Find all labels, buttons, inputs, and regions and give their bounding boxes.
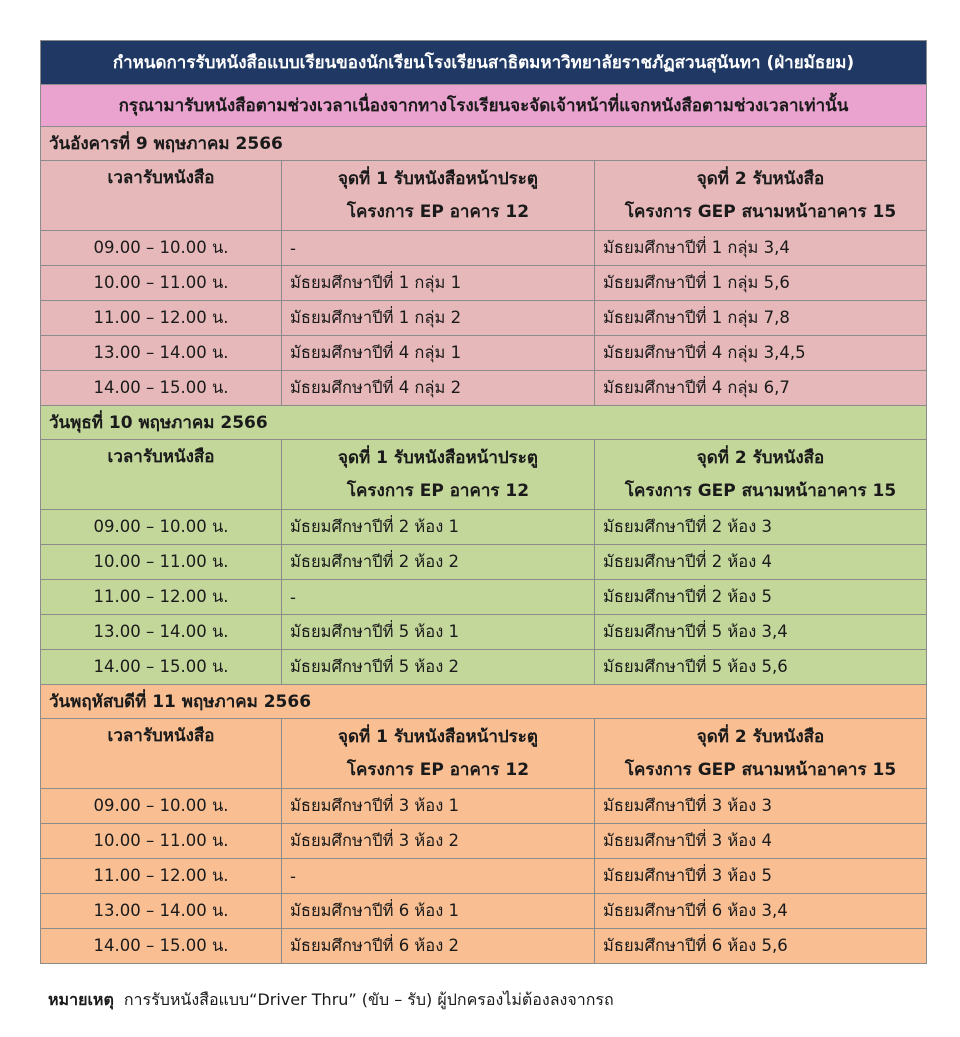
header-point-2-line1: จุดที่ 2 รับหนังสือ [696,726,825,747]
point-2-cell: มัธยมศึกษาปีที่ 3 ห้อง 4 [595,824,927,859]
header-point-1 [282,440,595,510]
time-cell: 11.00 – 12.00 น. [41,301,282,336]
point-2-cell: มัธยมศึกษาปีที่ 2 ห้อง 4 [595,545,927,580]
point-2-cell: มัธยมศึกษาปีที่ 3 ห้อง 3 [595,789,927,824]
point-1-cell: มัธยมศึกษาปีที่ 2 ห้อง 2 [282,545,595,580]
table-row [41,650,927,685]
point-1-cell: มัธยมศึกษาปีที่ 3 ห้อง 1 [282,789,595,824]
time-cell: 10.00 – 11.00 น. [41,824,282,859]
point-2-cell: มัธยมศึกษาปีที่ 1 กลุ่ม 7,8 [595,301,927,336]
time-cell: 10.00 – 11.00 น. [41,266,282,301]
column-header-row [41,440,927,510]
table-row [41,859,927,894]
time-cell: 14.00 – 15.00 น. [41,371,282,406]
point-2-cell: มัธยมศึกษาปีที่ 5 ห้อง 3,4 [595,615,927,650]
day-heading-row [41,406,927,440]
header-point-2-line1: จุดที่ 2 รับหนังสือ [696,447,825,468]
point-2-cell: มัธยมศึกษาปีที่ 6 ห้อง 5,6 [595,929,927,964]
point-2-cell: มัธยมศึกษาปีที่ 2 ห้อง 5 [595,580,927,615]
footnote [48,988,614,1013]
point-1-cell: มัธยมศึกษาปีที่ 1 กลุ่ม 1 [282,266,595,301]
column-header-row [41,719,927,789]
point-1-cell: มัธยมศึกษาปีที่ 5 ห้อง 2 [282,650,595,685]
time-cell: 13.00 – 14.00 น. [41,894,282,929]
notice-text: กรุณามารับหนังสือตามช่วงเวลาเนื่องจากทางโรงเรียนจะจัดเจ้าหน้าที่แจกหนังสือตามช่วงเวลาเท่านั้น [41,85,927,127]
point-2-cell: มัธยมศึกษาปีที่ 6 ห้อง 3,4 [595,894,927,929]
time-cell: 13.00 – 14.00 น. [41,336,282,371]
header-point-2 [595,161,927,231]
table-row [41,301,927,336]
time-cell: 09.00 – 10.00 น. [41,510,282,545]
header-point-2-line2: โครงการ GEP สนามหน้าอาคาร 15 [624,759,897,780]
header-time: เวลารับหนังสือ [41,719,282,789]
header-point-2 [595,440,927,510]
point-2-cell: มัธยมศึกษาปีที่ 1 กลุ่ม 5,6 [595,266,927,301]
page-title: กำหนดการรับหนังสือแบบเรียนของนักเรียนโรงเรียนสาธิตมหาวิทยาลัยราชภัฏสวนสุนันทา (ฝ่ายมัธยม) [41,41,927,85]
footnote-label: หมายเหตุ [48,990,114,1009]
day-heading-row [41,685,927,719]
day-date: วันพฤหัสบดีที่ 11 พฤษภาคม 2566 [41,685,927,719]
header-point-1-line1: จุดที่ 1 รับหนังสือหน้าประตู [338,726,538,747]
column-header-row [41,161,927,231]
time-cell: 14.00 – 15.00 น. [41,650,282,685]
header-point-2-line2: โครงการ GEP สนามหน้าอาคาร 15 [624,480,897,501]
table-row [41,336,927,371]
point-1-cell: มัธยมศึกษาปีที่ 2 ห้อง 1 [282,510,595,545]
footnote-text: การรับหนังสือแบบ“Driver Thru” (ขับ – รับ) ผู้ปกครองไม่ต้องลงจากรถ [123,990,614,1009]
table-row [41,894,927,929]
table-row [41,824,927,859]
point-1-cell: มัธยมศึกษาปีที่ 5 ห้อง 1 [282,615,595,650]
point-2-cell: มัธยมศึกษาปีที่ 5 ห้อง 5,6 [595,650,927,685]
header-point-2-line2: โครงการ GEP สนามหน้าอาคาร 15 [624,201,897,222]
schedule-table [40,40,926,964]
header-time: เวลารับหนังสือ [41,161,282,231]
time-cell: 11.00 – 12.00 น. [41,859,282,894]
time-cell: 11.00 – 12.00 น. [41,580,282,615]
header-point-1 [282,719,595,789]
header-point-2 [595,719,927,789]
header-time: เวลารับหนังสือ [41,440,282,510]
point-1-cell: - [282,580,595,615]
point-1-cell: มัธยมศึกษาปีที่ 6 ห้อง 2 [282,929,595,964]
table-row [41,580,927,615]
point-2-cell: มัธยมศึกษาปีที่ 3 ห้อง 5 [595,859,927,894]
point-2-cell: มัธยมศึกษาปีที่ 1 กลุ่ม 3,4 [595,231,927,266]
point-2-cell: มัธยมศึกษาปีที่ 4 กลุ่ม 3,4,5 [595,336,927,371]
table-row [41,615,927,650]
table-row [41,510,927,545]
point-1-cell: - [282,859,595,894]
header-point-1-line2: โครงการ EP อาคาร 12 [346,201,530,222]
point-2-cell: มัธยมศึกษาปีที่ 2 ห้อง 3 [595,510,927,545]
point-1-cell: มัธยมศึกษาปีที่ 4 กลุ่ม 1 [282,336,595,371]
title-row [41,41,927,85]
header-point-1-line2: โครงการ EP อาคาร 12 [346,480,530,501]
time-cell: 09.00 – 10.00 น. [41,789,282,824]
day-date: วันพุธที่ 10 พฤษภาคม 2566 [41,406,927,440]
time-cell: 09.00 – 10.00 น. [41,231,282,266]
table-row [41,789,927,824]
point-1-cell: มัธยมศึกษาปีที่ 4 กลุ่ม 2 [282,371,595,406]
notice-row [41,85,927,127]
table-row [41,266,927,301]
day-heading-row [41,127,927,161]
header-point-1-line1: จุดที่ 1 รับหนังสือหน้าประตู [338,447,538,468]
table-row [41,545,927,580]
header-point-1-line2: โครงการ EP อาคาร 12 [346,759,530,780]
time-cell: 14.00 – 15.00 น. [41,929,282,964]
table-row [41,231,927,266]
point-1-cell: - [282,231,595,266]
point-2-cell: มัธยมศึกษาปีที่ 4 กลุ่ม 6,7 [595,371,927,406]
point-1-cell: มัธยมศึกษาปีที่ 1 กลุ่ม 2 [282,301,595,336]
header-point-1-line1: จุดที่ 1 รับหนังสือหน้าประตู [338,168,538,189]
header-point-1 [282,161,595,231]
table-row [41,371,927,406]
point-1-cell: มัธยมศึกษาปีที่ 3 ห้อง 2 [282,824,595,859]
time-cell: 10.00 – 11.00 น. [41,545,282,580]
time-cell: 13.00 – 14.00 น. [41,615,282,650]
day-date: วันอังคารที่ 9 พฤษภาคม 2566 [41,127,927,161]
point-1-cell: มัธยมศึกษาปีที่ 6 ห้อง 1 [282,894,595,929]
header-point-2-line1: จุดที่ 2 รับหนังสือ [696,168,825,189]
table-row [41,929,927,964]
